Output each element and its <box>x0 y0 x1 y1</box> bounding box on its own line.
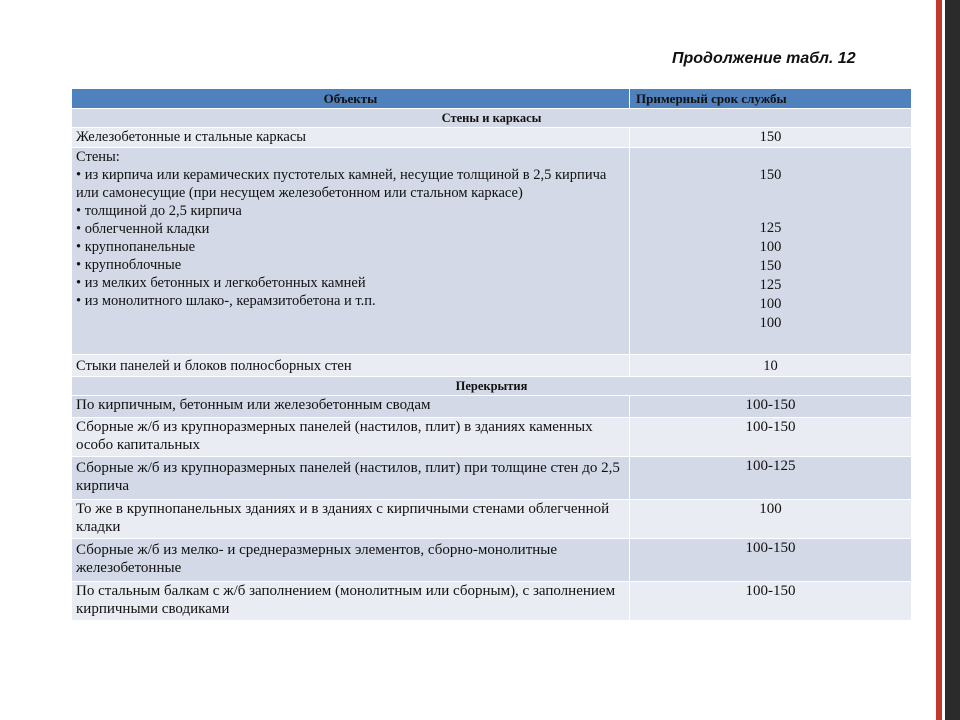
row-object: Стыки панелей и блоков полносборных стен <box>72 355 630 377</box>
row-object: Сборные ж/б из крупноразмерных панелей (настилов, плит) при толщине стен до 2,5 кирпича <box>72 457 630 500</box>
walls-value: 125 <box>759 220 782 236</box>
row-value: 100-150 <box>630 582 912 621</box>
walls-title: Стены: <box>76 149 120 165</box>
walls-item: • толщиной до 2,5 кирпича <box>76 203 242 219</box>
row-object: Сборные ж/б из крупноразмерных панелей (настилов, плит) в зданиях каменных особо капитальных <box>72 418 630 457</box>
walls-item: • крупнопанельные <box>76 239 196 255</box>
row-value: 100-150 <box>630 539 912 582</box>
table-row <box>72 457 912 500</box>
walls-item: • крупноблочные <box>76 257 182 273</box>
section-title: Стены и каркасы <box>72 109 912 128</box>
row-object: То же в крупнопанельных зданиях и в зданиях с кирпичными стенами облегченной кладки <box>72 500 630 539</box>
table-row <box>72 128 912 148</box>
table-row <box>72 396 912 418</box>
walls-item: • облегченной кладки <box>76 221 210 237</box>
table-row <box>72 355 912 377</box>
table-header-row <box>72 89 912 109</box>
walls-item: • из мелких бетонных и легкобетонных камней <box>76 275 366 291</box>
table-row <box>72 539 912 582</box>
walls-value: 100 <box>759 315 782 331</box>
walls-value: 125 <box>759 277 782 293</box>
walls-item: • из монолитного шлако-, керамзитобетона и т.п. <box>76 293 376 309</box>
row-value: 100-150 <box>630 396 912 418</box>
table-caption: Продолжение табл. 12 <box>672 50 856 67</box>
row-object: По кирпичным, бетонным или железобетонным сводам <box>72 396 630 418</box>
table-row <box>72 582 912 621</box>
row-value: 150 <box>630 128 912 148</box>
walls-value: 100 <box>759 296 782 312</box>
row-value: 100 <box>630 500 912 539</box>
row-value: 100-125 <box>630 457 912 500</box>
row-object: Сборные ж/б из мелко- и среднеразмерных элементов, сборно-монолитные железобетонные <box>72 539 630 582</box>
section-row-walls <box>72 109 912 128</box>
section-row-floors <box>72 377 912 396</box>
slide-accent-dark-bar <box>945 0 960 720</box>
header-service-life: Примерный срок службы <box>630 89 912 109</box>
row-object: По стальным балкам с ж/б заполнением (монолитным или сборным), с заполнением кирпичными сводиками <box>72 582 630 621</box>
walls-value: 100 <box>759 239 782 255</box>
service-life-table <box>71 88 912 621</box>
row-object: Железобетонные и стальные каркасы <box>72 128 630 148</box>
walls-object-cell <box>72 148 630 355</box>
table-row <box>72 418 912 457</box>
walls-value: 150 <box>759 258 782 274</box>
row-value: 10 <box>630 355 912 377</box>
row-value: 100-150 <box>630 418 912 457</box>
walls-value: 150 <box>759 167 782 183</box>
walls-values-cell <box>630 148 912 355</box>
section-title: Перекрытия <box>72 377 912 396</box>
walls-item: • из кирпича или керамических пустотелых камней, несущие толщиной в 2,5 кирпича или самонесущие (при несущем железобетонном или стальном каркасе) <box>76 167 607 201</box>
table-row <box>72 500 912 539</box>
table-row-walls <box>72 148 912 355</box>
header-objects: Объекты <box>72 89 630 109</box>
